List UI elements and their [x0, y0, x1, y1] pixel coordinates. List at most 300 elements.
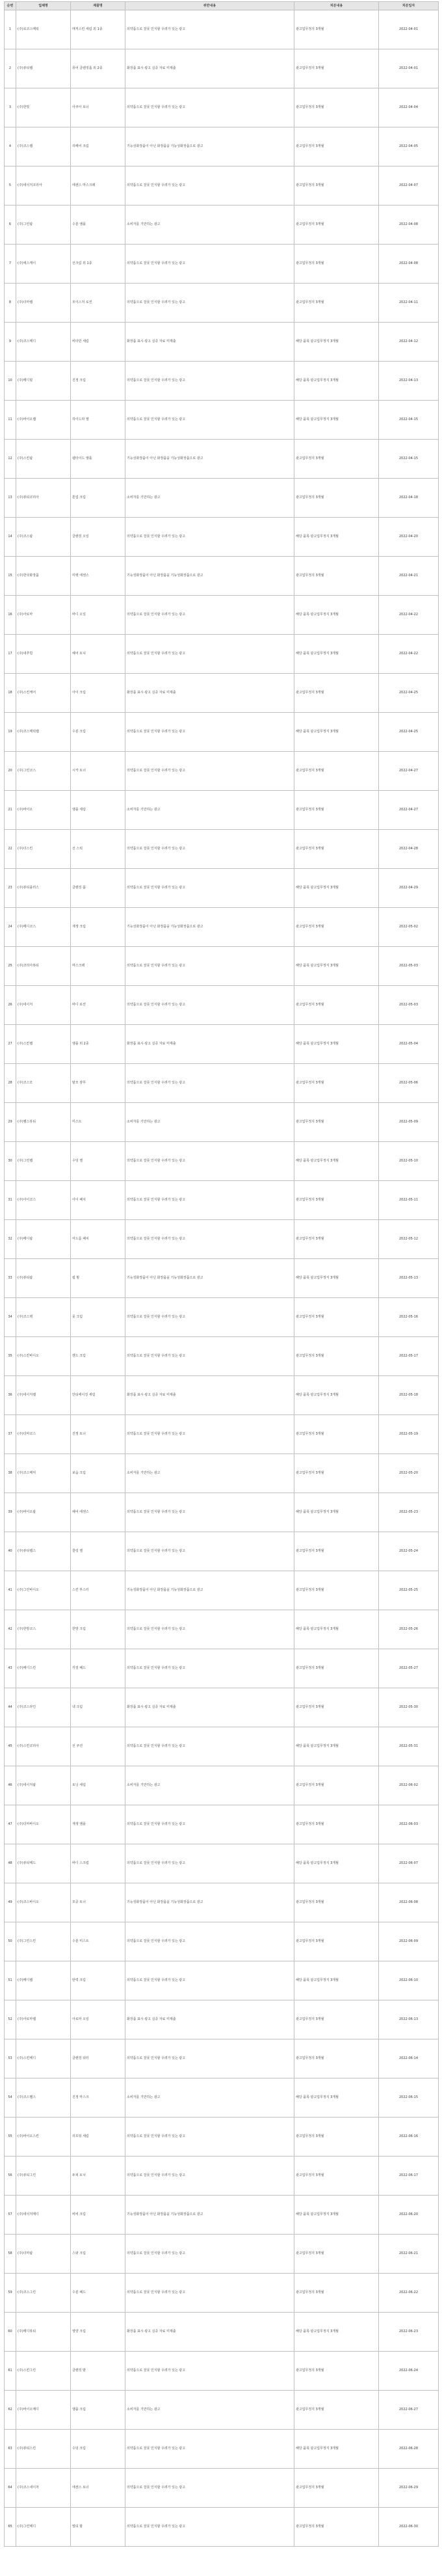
table-row — [5, 986, 439, 1025]
cell-violation: 의약품으로 잘못 인식할 우려가 있는 광고 — [125, 752, 294, 791]
cell-action: 광고업무정지 3개월 — [294, 2039, 379, 2078]
cell-company: (주)로코스메틱 — [16, 10, 71, 49]
cell-company: (주)네이처팜 — [16, 1766, 71, 1805]
cell-date: 2022-05-03 — [379, 947, 439, 986]
cell-violation: 화장품 표시·광고 실증 자료 미제출 — [125, 2000, 294, 2039]
table-row — [5, 2274, 439, 2313]
cell-action: 해당 품목 광고업무정지 3개월 — [294, 1376, 379, 1415]
table-row — [5, 2469, 439, 2508]
cell-product: 핸드 크림 — [71, 1337, 125, 1376]
table-row — [5, 1259, 439, 1298]
table-row — [5, 2157, 439, 2196]
violation-table — [4, 1, 439, 2547]
table-row — [5, 49, 439, 88]
table-row — [5, 2391, 439, 2430]
cell-company: (주)메디팜 — [16, 1220, 71, 1259]
cell-company: (주)아이코스 — [16, 1181, 71, 1220]
cell-violation: 의약품으로 잘못 인식할 우려가 있는 광고 — [125, 2430, 294, 2469]
cell-no: 37 — [5, 1415, 16, 1454]
cell-action: 해당 품목 광고업무정지 3개월 — [294, 1727, 379, 1766]
table-row — [5, 2000, 439, 2039]
header-company: 업체명 — [16, 2, 71, 10]
cell-product: 쿨링 젤 — [71, 1532, 125, 1571]
table-row — [5, 830, 439, 869]
cell-action: 광고업무정지 3개월 — [294, 1298, 379, 1337]
cell-action: 광고업무정지 3개월 — [294, 2274, 379, 2313]
table-row — [5, 2508, 439, 2547]
cell-action: 광고업무정지 3개월 — [294, 2118, 379, 2157]
cell-date: 2022-05-11 — [379, 1181, 439, 1220]
cell-date: 2022-06-17 — [379, 2157, 439, 2196]
cell-company: (주)그린코스 — [16, 752, 71, 791]
header-violation: 위반내용 — [125, 2, 294, 10]
table-row — [5, 1181, 439, 1220]
cell-company: (주)한빛 — [16, 88, 71, 127]
table-row — [5, 1064, 439, 1103]
cell-action: 해당 품목 광고업무정지 3개월 — [294, 869, 379, 908]
cell-no: 65 — [5, 2508, 16, 2547]
cell-no: 39 — [5, 1493, 16, 1532]
cell-date: 2022-04-25 — [379, 713, 439, 752]
table-row — [5, 1454, 439, 1493]
table-row — [5, 1493, 439, 1532]
cell-date: 2022-05-04 — [379, 1025, 439, 1064]
cell-no: 16 — [5, 596, 16, 635]
cell-date: 2022-04-20 — [379, 518, 439, 557]
cell-date: 2022-05-20 — [379, 1454, 439, 1493]
cell-no: 18 — [5, 674, 16, 713]
cell-violation: 의약품으로 잘못 인식할 우려가 있는 광고 — [125, 284, 294, 323]
cell-company: (주)뷰티스킨 — [16, 2430, 71, 2469]
cell-violation: 의약품으로 잘못 인식할 우려가 있는 광고 — [125, 245, 294, 284]
cell-violation: 의약품으로 잘못 인식할 우려가 있는 광고 — [125, 1142, 294, 1181]
cell-date: 2022-05-09 — [379, 1103, 439, 1142]
cell-action: 광고업무정지 3개월 — [294, 440, 379, 479]
cell-product: 리페어 크림 — [71, 127, 125, 166]
cell-violation: 의약품으로 잘못 인식할 우려가 있는 광고 — [125, 1415, 294, 1454]
table-body — [5, 10, 439, 2547]
cell-company: (주)메디랩 — [16, 1961, 71, 2000]
cell-violation: 의약품으로 잘못 인식할 우려가 있는 광고 — [125, 518, 294, 557]
cell-action: 해당 품목 광고업무정지 3개월 — [294, 1025, 379, 1064]
cell-date: 2022-04-08 — [379, 206, 439, 245]
table-row — [5, 1142, 439, 1181]
cell-product: 모이스처 로션 — [71, 284, 125, 323]
cell-action: 광고업무정지 3개월 — [294, 1571, 379, 1610]
table-row — [5, 166, 439, 206]
table-row — [5, 1103, 439, 1142]
cell-company: (주)네이처메디 — [16, 2196, 71, 2235]
cell-action: 해당 품목 광고업무정지 3개월 — [294, 323, 379, 362]
cell-product: 스팟 크림 — [71, 2235, 125, 2274]
cell-action: 해당 품목 광고업무정지 3개월 — [294, 947, 379, 986]
cell-date: 2022-05-30 — [379, 1688, 439, 1727]
table-row — [5, 245, 439, 284]
cell-product: 클렌징 폼 — [71, 869, 125, 908]
cell-violation: 소비자를 기만하는 광고 — [125, 791, 294, 830]
cell-violation: 기능성화장품이 아닌 화장품을 기능성화장품으로 광고 — [125, 2196, 294, 2235]
table-row — [5, 2118, 439, 2157]
cell-date: 2022-05-19 — [379, 1415, 439, 1454]
cell-no: 13 — [5, 479, 16, 518]
cell-date: 2022-06-28 — [379, 2430, 439, 2469]
table-row — [5, 1571, 439, 1610]
cell-product: 수딩 젤 — [71, 1142, 125, 1181]
cell-product: 헤어 에센스 — [71, 1493, 125, 1532]
cell-company: (주)코스그린 — [16, 2274, 71, 2313]
cell-company: (주)내추럴 — [16, 635, 71, 674]
cell-product: 클렌징 오일 — [71, 518, 125, 557]
cell-product: 마스크팩 — [71, 947, 125, 986]
cell-action: 광고업무정지 3개월 — [294, 1883, 379, 1922]
cell-violation: 의약품으로 잘못 인식할 우려가 있는 광고 — [125, 596, 294, 635]
cell-action: 광고업무정지 3개월 — [294, 791, 379, 830]
cell-violation: 의약품으로 잘못 인식할 우려가 있는 광고 — [125, 1961, 294, 2000]
cell-violation: 기능성화장품이 아닌 화장품을 기능성화장품으로 광고 — [125, 127, 294, 166]
cell-date: 2022-04-05 — [379, 127, 439, 166]
cell-product: 톤업 크림 — [71, 479, 125, 518]
cell-violation: 의약품으로 잘못 인식할 우려가 있는 광고 — [125, 713, 294, 752]
cell-product: 진정 마스크 — [71, 2078, 125, 2118]
cell-action: 해당 품목 광고업무정지 3개월 — [294, 1844, 379, 1883]
table-row — [5, 635, 439, 674]
cell-violation: 의약품으로 잘못 인식할 우려가 있는 광고 — [125, 2039, 294, 2078]
cell-product: 보습 크림 — [71, 1454, 125, 1493]
cell-no: 17 — [5, 635, 16, 674]
cell-no: 42 — [5, 1610, 16, 1649]
cell-product: 탄력 크림 — [71, 1961, 125, 2000]
cell-company: (주)더마팜 — [16, 2235, 71, 2274]
cell-violation: 의약품으로 잘못 인식할 우려가 있는 광고 — [125, 1337, 294, 1376]
cell-no: 36 — [5, 1376, 16, 1415]
table-row — [5, 479, 439, 518]
cell-violation: 소비자를 기만하는 광고 — [125, 1454, 294, 1493]
cell-no: 61 — [5, 2352, 16, 2391]
cell-date: 2022-06-14 — [379, 2039, 439, 2078]
cell-date: 2022-06-10 — [379, 1961, 439, 2000]
cell-product: 모공 토너 — [71, 1883, 125, 1922]
cell-date: 2022-05-18 — [379, 1376, 439, 1415]
cell-no: 10 — [5, 362, 16, 401]
cell-company: (주)그린팜 — [16, 206, 71, 245]
cell-violation: 의약품으로 잘못 인식할 우려가 있는 광고 — [125, 1805, 294, 1844]
cell-violation: 화장품 표시·광고 실증 자료 미제출 — [125, 1025, 294, 1064]
cell-no: 14 — [5, 518, 16, 557]
cell-company: (주)그린메디 — [16, 2508, 71, 2547]
cell-company: (주)뷰티팜 — [16, 1259, 71, 1298]
cell-no: 60 — [5, 2313, 16, 2352]
cell-company: (주)메디코스 — [16, 908, 71, 947]
cell-action: 광고업무정지 3개월 — [294, 479, 379, 518]
table-row — [5, 1025, 439, 1064]
cell-violation: 의약품으로 잘못 인식할 우려가 있는 광고 — [125, 1181, 294, 1220]
cell-violation: 의약품으로 잘못 인식할 우려가 있는 광고 — [125, 1649, 294, 1688]
table-row — [5, 362, 439, 401]
cell-company: (주)뷰티메드 — [16, 1844, 71, 1883]
cell-no: 41 — [5, 1571, 16, 1610]
cell-date: 2022-04-01 — [379, 49, 439, 88]
cell-violation: 의약품으로 잘못 인식할 우려가 있는 광고 — [125, 1844, 294, 1883]
cell-no: 40 — [5, 1532, 16, 1571]
cell-action: 광고업무정지 3개월 — [294, 1220, 379, 1259]
cell-company: (주)그린스킨 — [16, 1922, 71, 1961]
cell-date: 2022-06-08 — [379, 1883, 439, 1922]
cell-violation: 화장품 표시·광고 실증 자료 미제출 — [125, 1688, 294, 1727]
cell-no: 28 — [5, 1064, 16, 1103]
cell-company: (주)네이처랩 — [16, 1376, 71, 1415]
cell-company: (주)아로마 — [16, 596, 71, 635]
table-row — [5, 557, 439, 596]
cell-no: 32 — [5, 1220, 16, 1259]
cell-company: (주)스킨바이오 — [16, 1337, 71, 1376]
cell-no: 48 — [5, 1844, 16, 1883]
cell-company: (주)코스바이오 — [16, 1883, 71, 1922]
table-row — [5, 2196, 439, 2235]
cell-date: 2022-04-15 — [379, 440, 439, 479]
cell-no: 46 — [5, 1766, 16, 1805]
table-row — [5, 1766, 439, 1805]
cell-no: 49 — [5, 1883, 16, 1922]
cell-date: 2022-04-22 — [379, 635, 439, 674]
cell-date: 2022-06-02 — [379, 1766, 439, 1805]
cell-action: 해당 품목 광고업무정지 3개월 — [294, 401, 379, 440]
cell-date: 2022-05-13 — [379, 1259, 439, 1298]
header-action: 처분내용 — [294, 2, 379, 10]
cell-date: 2022-06-03 — [379, 1805, 439, 1844]
cell-company: (주)스킨랩 — [16, 1025, 71, 1064]
cell-product: 에센스 토너 — [71, 2469, 125, 2508]
cell-no: 25 — [5, 947, 16, 986]
cell-date: 2022-05-25 — [379, 1571, 439, 1610]
cell-no: 55 — [5, 2118, 16, 2157]
cell-date: 2022-04-29 — [379, 869, 439, 908]
cell-date: 2022-04-01 — [379, 10, 439, 49]
cell-no: 6 — [5, 206, 16, 245]
cell-violation: 의약품으로 잘못 인식할 우려가 있는 광고 — [125, 2118, 294, 2157]
cell-company: (주)헬스뷰티 — [16, 1103, 71, 1142]
cell-product: 수딩 크림 — [71, 2430, 125, 2469]
cell-company: (주)바이오팜 — [16, 1493, 71, 1532]
cell-company: (주)바이오랩 — [16, 401, 71, 440]
cell-no: 33 — [5, 1259, 16, 1298]
cell-product: 에센스 마스크팩 — [71, 166, 125, 206]
cell-product: 선크림 외 1종 — [71, 245, 125, 284]
cell-no: 31 — [5, 1181, 16, 1220]
cell-company: (주)더마랩 — [16, 284, 71, 323]
cell-action: 광고업무정지 3개월 — [294, 2235, 379, 2274]
cell-action: 광고업무정지 3개월 — [294, 2391, 379, 2430]
cell-company: (주)코스네이처 — [16, 2469, 71, 2508]
cell-company: (주)바이오메디 — [16, 2391, 71, 2430]
cell-action: 광고업무정지 3개월 — [294, 49, 379, 88]
cell-product: 진정 토너 — [71, 1415, 125, 1454]
cell-violation: 의약품으로 잘못 인식할 우려가 있는 광고 — [125, 2508, 294, 2547]
cell-no: 20 — [5, 752, 16, 791]
cell-product: 미스트 — [71, 1103, 125, 1142]
cell-violation: 의약품으로 잘못 인식할 우려가 있는 광고 — [125, 635, 294, 674]
cell-action: 광고업무정지 3개월 — [294, 1649, 379, 1688]
cell-date: 2022-05-31 — [379, 1727, 439, 1766]
cell-violation: 의약품으로 잘못 인식할 우려가 있는 광고 — [125, 1727, 294, 1766]
cell-company: (주)코스헬스 — [16, 2078, 71, 2118]
cell-violation: 의약품으로 잘못 인식할 우려가 있는 광고 — [125, 1493, 294, 1532]
cell-product: 재생 앰플 — [71, 1805, 125, 1844]
cell-product: 앰플 크림 — [71, 2391, 125, 2430]
cell-action: 해당 품목 광고업무정지 3개월 — [294, 1259, 379, 1298]
cell-action: 광고업무정지 3개월 — [294, 1454, 379, 1493]
cell-no: 59 — [5, 2274, 16, 2313]
cell-date: 2022-06-24 — [379, 2352, 439, 2391]
cell-product: 각질 패드 — [71, 1649, 125, 1688]
cell-date: 2022-05-24 — [379, 1532, 439, 1571]
cell-action: 광고업무정지 3개월 — [294, 2508, 379, 2547]
cell-violation: 기능성화장품이 아닌 화장품을 기능성화장품으로 광고 — [125, 440, 294, 479]
cell-product: 시카 토너 — [71, 752, 125, 791]
cell-company: (주)바이오스킨 — [16, 2118, 71, 2157]
cell-company: (주)바이오 — [16, 791, 71, 830]
cell-date: 2022-04-27 — [379, 752, 439, 791]
cell-no: 19 — [5, 713, 16, 752]
cell-date: 2022-05-23 — [379, 1493, 439, 1532]
cell-product: 바디 스크럽 — [71, 1844, 125, 1883]
cell-no: 7 — [5, 245, 16, 284]
cell-violation: 의약품으로 잘못 인식할 우려가 있는 광고 — [125, 986, 294, 1025]
cell-action: 해당 품목 광고업무정지 3개월 — [294, 2430, 379, 2469]
cell-date: 2022-04-22 — [379, 596, 439, 635]
cell-violation: 의약품으로 잘못 인식할 우려가 있는 광고 — [125, 947, 294, 986]
cell-no: 45 — [5, 1727, 16, 1766]
table-row — [5, 1727, 439, 1766]
cell-date: 2022-04-28 — [379, 830, 439, 869]
cell-company: (주)뷰티코리아 — [16, 479, 71, 518]
header-no: 순번 — [5, 2, 16, 10]
table-row — [5, 1337, 439, 1376]
table-row — [5, 752, 439, 791]
cell-no: 47 — [5, 1805, 16, 1844]
table-row — [5, 791, 439, 830]
cell-violation: 화장품 표시·광고 실증 자료 미제출 — [125, 49, 294, 88]
cell-no: 29 — [5, 1103, 16, 1142]
cell-no: 23 — [5, 869, 16, 908]
cell-date: 2022-06-09 — [379, 1922, 439, 1961]
cell-product: 수분 미스트 — [71, 1922, 125, 1961]
cell-no: 3 — [5, 88, 16, 127]
cell-no: 51 — [5, 1961, 16, 2000]
cell-company: (주)스킨그린 — [16, 2352, 71, 2391]
cell-action: 광고업무정지 3개월 — [294, 830, 379, 869]
cell-product: 하이드라 젤 — [71, 401, 125, 440]
cell-product: 진정 크림 — [71, 362, 125, 401]
cell-no: 64 — [5, 2469, 16, 2508]
cell-no: 21 — [5, 791, 16, 830]
table-row — [5, 1805, 439, 1844]
cell-no: 30 — [5, 1142, 16, 1181]
cell-violation: 의약품으로 잘못 인식할 우려가 있는 광고 — [125, 1064, 294, 1103]
cell-violation: 의약품으로 잘못 인식할 우려가 있는 광고 — [125, 1610, 294, 1649]
cell-violation: 의약품으로 잘못 인식할 우려가 있는 광고 — [125, 166, 294, 206]
table-row — [5, 1961, 439, 2000]
cell-action: 광고업무정지 3개월 — [294, 245, 379, 284]
cell-action: 광고업무정지 3개월 — [294, 1532, 379, 1571]
cell-product: 풋 크림 — [71, 1298, 125, 1337]
cell-action: 해당 품목 광고업무정지 3개월 — [294, 1961, 379, 2000]
cell-product: 선 스틱 — [71, 830, 125, 869]
cell-action: 광고업무정지 3개월 — [294, 2469, 379, 2508]
cell-product: 앰플 세럼 — [71, 791, 125, 830]
cell-product: 앰플 외 2종 — [71, 1025, 125, 1064]
cell-violation: 의약품으로 잘못 인식할 우려가 있는 광고 — [125, 1298, 294, 1337]
table-row — [5, 713, 439, 752]
cell-product: 클렌징 워터 — [71, 2039, 125, 2078]
cell-no: 27 — [5, 1025, 16, 1064]
cell-product: 여드름 패치 — [71, 1220, 125, 1259]
cell-company: (주)더마바이오 — [16, 1805, 71, 1844]
cell-product: 아로마 오일 — [71, 2000, 125, 2039]
cell-product: 펩타이드 앰플 — [71, 440, 125, 479]
cell-product: 넥 크림 — [71, 1688, 125, 1727]
cell-product: 리프팅 세럼 — [71, 2118, 125, 2157]
cell-company: (주)코스텍 — [16, 1298, 71, 1337]
cell-violation: 소비자를 기만하는 광고 — [125, 2391, 294, 2430]
cell-action: 해당 품목 광고업무정지 3개월 — [294, 713, 379, 752]
table-row — [5, 518, 439, 557]
cell-company: (주)에스케이 — [16, 245, 71, 284]
cell-violation: 의약품으로 잘못 인식할 우려가 있는 광고 — [125, 2235, 294, 2274]
cell-no: 4 — [5, 127, 16, 166]
cell-action: 광고업무정지 3개월 — [294, 2000, 379, 2039]
cell-product: 아쿠아 토너 — [71, 88, 125, 127]
cell-violation: 기능성화장품이 아닌 화장품을 기능성화장품으로 광고 — [125, 1571, 294, 1610]
cell-action: 광고업무정지 3개월 — [294, 284, 379, 323]
cell-date: 2022-06-15 — [379, 2078, 439, 2118]
cell-action: 광고업무정지 3개월 — [294, 10, 379, 49]
cell-product: 스킨 부스터 — [71, 1571, 125, 1610]
cell-company: (주)메디힐 — [16, 362, 71, 401]
cell-product: 수분 앰플 — [71, 206, 125, 245]
cell-violation: 의약품으로 잘못 인식할 우려가 있는 광고 — [125, 2469, 294, 2508]
cell-date: 2022-05-03 — [379, 986, 439, 1025]
header-product: 제품명 — [71, 2, 125, 10]
table-row — [5, 2313, 439, 2352]
cell-date: 2022-05-06 — [379, 1064, 439, 1103]
cell-date: 2022-05-12 — [379, 1220, 439, 1259]
cell-date: 2022-06-21 — [379, 2235, 439, 2274]
cell-company: (주)뷰티랩 — [16, 49, 71, 88]
table-row — [5, 1844, 439, 1883]
cell-no: 5 — [5, 166, 16, 206]
cell-product: 헤어 토닉 — [71, 635, 125, 674]
cell-violation: 의약품으로 잘못 인식할 우려가 있는 광고 — [125, 1922, 294, 1961]
cell-action: 광고업무정지 3개월 — [294, 1415, 379, 1454]
cell-date: 2022-05-02 — [379, 908, 439, 947]
cell-no: 1 — [5, 10, 16, 49]
table-row — [5, 1922, 439, 1961]
cell-product: 아이 크림 — [71, 674, 125, 713]
cell-product: 토닝 세럼 — [71, 1766, 125, 1805]
cell-product: 비타민 세럼 — [71, 323, 125, 362]
cell-product: 아이 패치 — [71, 1181, 125, 1220]
table-row — [5, 1610, 439, 1649]
table-row — [5, 2235, 439, 2274]
table-row — [5, 1376, 439, 1415]
cell-action: 해당 품목 광고업무정지 3개월 — [294, 1493, 379, 1532]
table-row — [5, 947, 439, 986]
table-row — [5, 1649, 439, 1688]
cell-company: (주)코스팜 — [16, 518, 71, 557]
table-row — [5, 127, 439, 166]
cell-company: (주)코리아뷰티 — [16, 947, 71, 986]
cell-violation: 소비자를 기만하는 광고 — [125, 206, 294, 245]
